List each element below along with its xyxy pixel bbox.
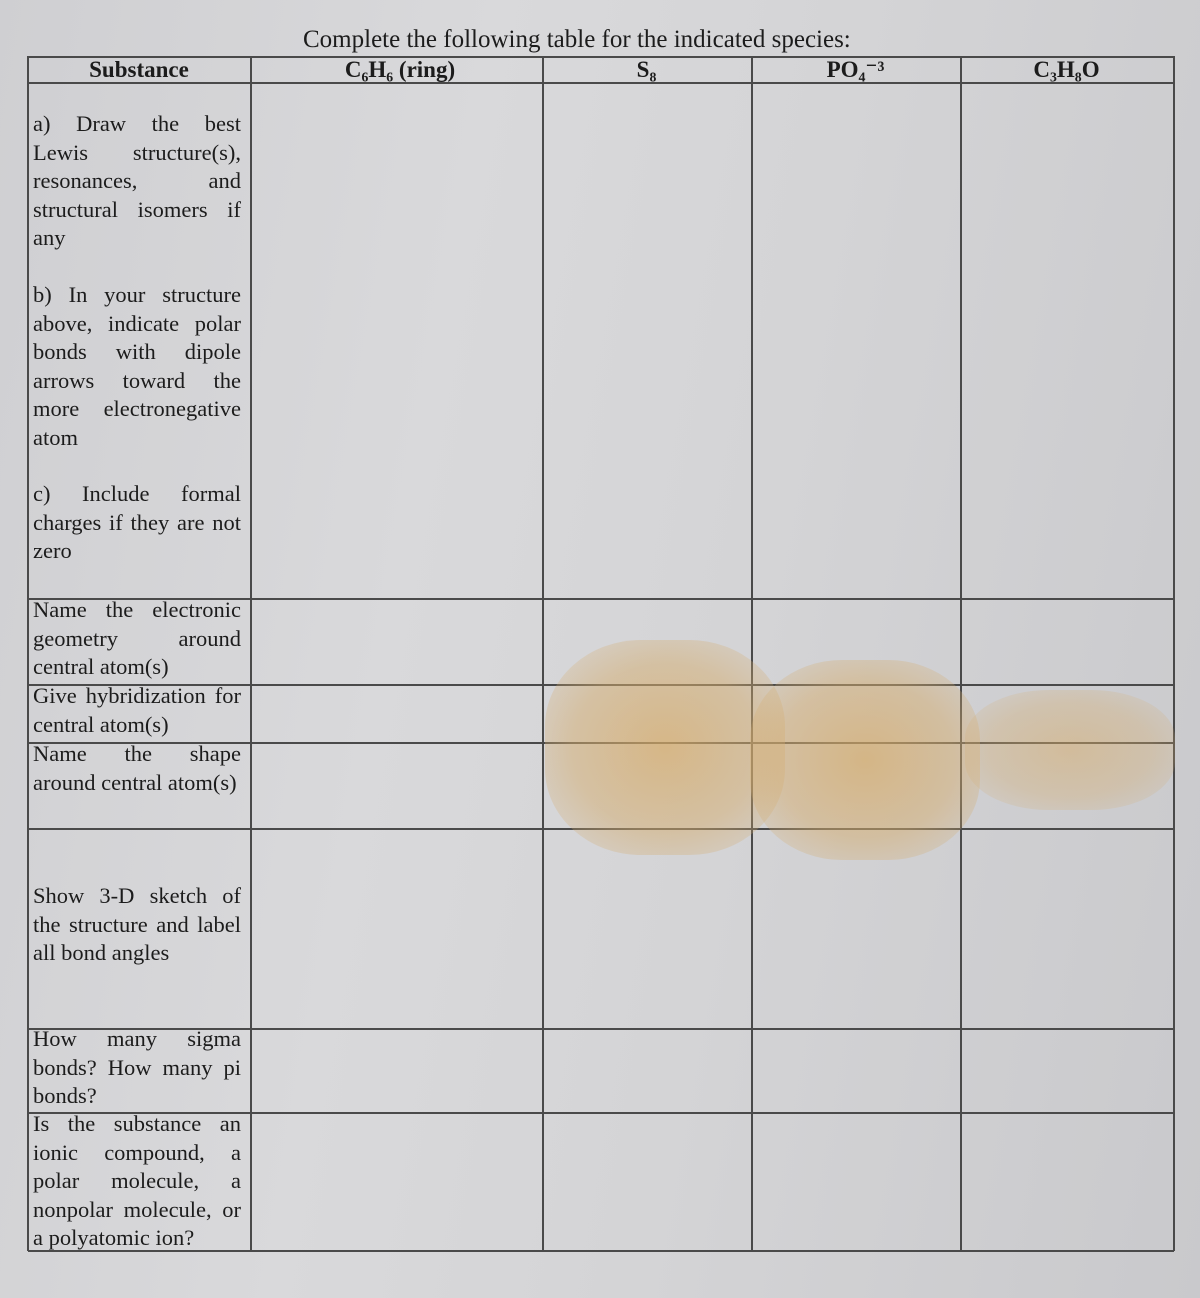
table-right-border — [1173, 56, 1175, 1251]
row-label-formal-charges: c) Include formal charges if they are not zero — [33, 481, 241, 564]
row-label-polar-bonds: b) In your structure above, indicate polar bonds with dipole arrows toward the more electronegative atom — [33, 282, 241, 450]
header-c6h6: C₆H₆ (ring) — [344, 57, 456, 82]
answer-cell-c3h8o-structure[interactable] — [962, 84, 1172, 597]
row-label-lewis-structure: a) Draw the best Lewis structure(s), resonances, and structural isomers if any — [33, 111, 241, 251]
worksheet-title: Complete the following table for the indicated species: — [303, 26, 851, 53]
paper-stain — [965, 690, 1175, 810]
paper-stain — [545, 640, 785, 855]
header-s8: S₈ — [636, 57, 657, 82]
row-label-hybridization: Give hybridization for central atom(s) — [33, 683, 241, 737]
row-label-3d-sketch: Show 3-D sketch of the structure and label all bond angles — [33, 883, 241, 966]
header-po4: PO₄⁻³ — [826, 57, 885, 82]
answer-cell-s8-structure[interactable] — [544, 84, 750, 597]
row-label-sigma-pi-bonds: How many sigma bonds? How many pi bonds? — [33, 1026, 241, 1109]
answer-cell-po4-structure[interactable] — [753, 84, 959, 597]
answer-cell-c6h6-structure[interactable] — [252, 84, 541, 597]
header-substance: Substance — [89, 57, 189, 82]
table-left-border — [27, 56, 29, 1251]
row-label-electronic-geometry: Name the electronic geometry around central atom(s) — [33, 597, 241, 680]
paper-stain — [750, 660, 980, 860]
row-label-substance-type: Is the substance an ionic compound, a polar molecule, a nonpolar molecule, or a polyatomic ion? — [33, 1111, 241, 1251]
row-label-molecular-shape: Name the shape around central atom(s) — [33, 741, 241, 795]
header-c3h8o: C₃H₈O — [1033, 57, 1100, 82]
